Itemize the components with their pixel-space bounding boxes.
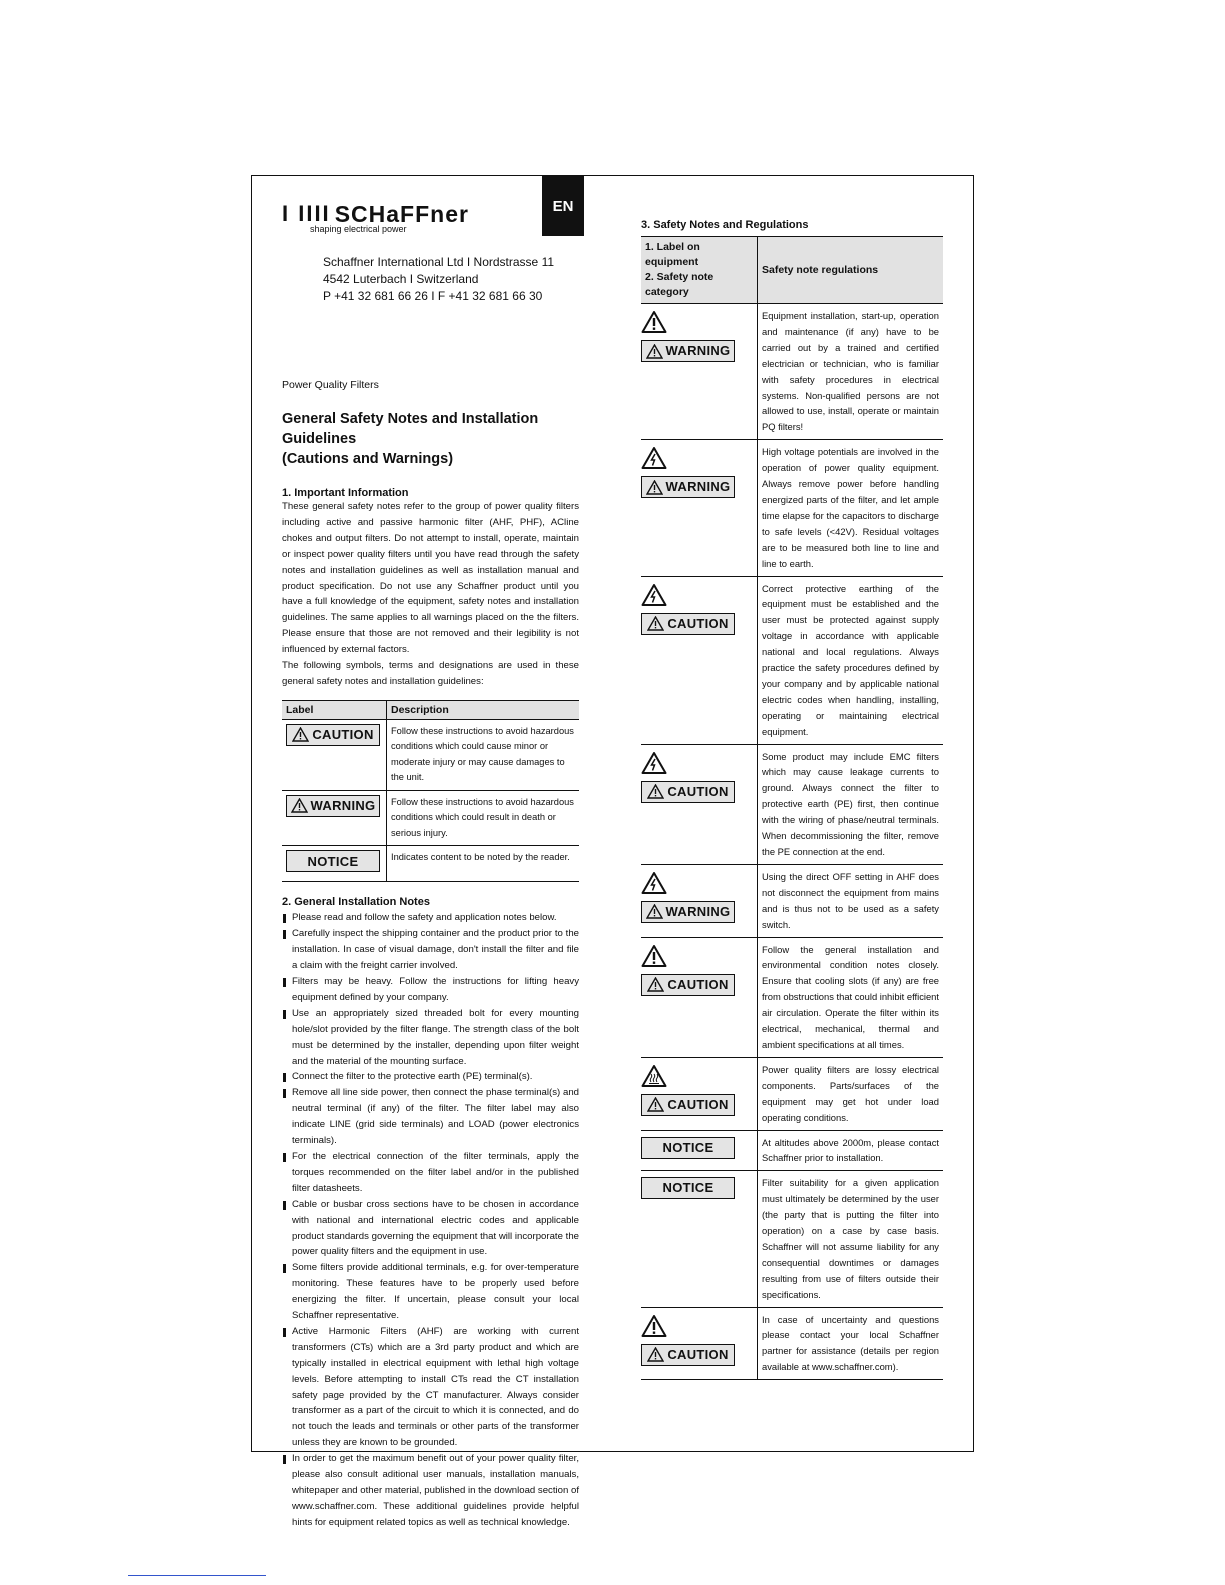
warning-triangle-icon bbox=[646, 480, 663, 495]
table-row bbox=[282, 846, 579, 882]
logo-tagline: shaping electrical power bbox=[310, 224, 407, 234]
notice-label: NOTICE bbox=[641, 1137, 735, 1159]
regulation-text: Some product may include EMC filters which may cause leakage currents to ground. Always connect the filter to protective earth (PE) first, then continue with the wiring of phase/neutral terminals. When decommissioning the filter, remove the PE connection at the end. bbox=[758, 744, 944, 864]
label-cell bbox=[641, 304, 758, 440]
logo-wordmark: SCHaFFner bbox=[334, 201, 469, 227]
general-warning-icon bbox=[641, 310, 667, 334]
list-item: For the electrical connection of the filter terminals, apply the torques recommended on the filter label and/or in the published filter datasheets. bbox=[282, 1149, 579, 1197]
section2-heading: 2. General Installation Notes bbox=[282, 896, 430, 909]
address-line: P +41 32 681 66 26 I F +41 32 681 66 30 bbox=[323, 289, 543, 303]
list-item: Filters may be heavy. Follow the instructions for lifting heavy equipment defined by your company. bbox=[282, 974, 579, 1006]
logo-bars: I IIII bbox=[282, 201, 331, 226]
label-category-header: 1. Label on equipment 2. Safety note category bbox=[641, 237, 758, 304]
warning-triangle-icon bbox=[646, 904, 663, 919]
label-cell bbox=[641, 864, 758, 937]
caution-label: CAUTION bbox=[641, 1344, 735, 1366]
warning-triangle-icon bbox=[647, 1347, 664, 1362]
section1-heading: 1. Important Information bbox=[282, 487, 409, 499]
warning-label: WARNING bbox=[641, 901, 735, 923]
regulation-text: Follow the general installation and environmental condition notes closely. Ensure that cooling slots (if any) are free from obstructions that could inhibit efficient air circulation. Operate the filter within its electrical, mechanical, thermal and ambient specifications at all times. bbox=[758, 937, 944, 1057]
regulation-text: Equipment installation, start-up, operation and maintenance (if any) have to be carried out by a trained and certified electrician or technician, who is familiar with safety procedures in electrical systems. Non-qualified persons are not allowed to use, install, operate or maintain PQ filters! bbox=[758, 304, 944, 440]
table-row bbox=[641, 1130, 943, 1171]
table-row bbox=[282, 790, 579, 846]
table-row bbox=[641, 304, 943, 440]
description-header: Description bbox=[387, 700, 580, 719]
warning-triangle-icon bbox=[647, 616, 664, 631]
section1-paragraph: These general safety notes refer to the group of power quality filters including active and passive harmonic filter (AHF, PHF), ACline chokes and output filters. Do not attempt to install, operate, maintain or inspect power quality filters until you have read through the safety notes and installation guidelines as well as installation manual and product specification. Do not use any Schaffner product until you have a full knowledge of the equipment, safety notes and installation guidelines. The same applies to all warnings placed on the the filters. Please ensure that those are not removed and their legibility is not influenced by external factors. bbox=[282, 501, 579, 656]
footer-link-underline bbox=[128, 1575, 266, 1576]
product-line: Power Quality Filters bbox=[282, 379, 379, 391]
table-row bbox=[641, 937, 943, 1057]
notice-label: NOTICE bbox=[286, 850, 380, 872]
title-line: (Cautions and Warnings) bbox=[282, 451, 454, 467]
list-item: Some filters provide additional terminals, e.g. for over-temperature monitoring. These features have to be properly used before energizing the filter. If uncertain, please consult your local Schaffner representative. bbox=[282, 1260, 579, 1324]
document-title bbox=[282, 409, 579, 469]
address-line: 4542 Luterbach I Switzerland bbox=[323, 272, 479, 286]
table-row bbox=[641, 1307, 943, 1380]
label-description: Follow these instructions to avoid hazardous conditions which could result in death or serious injury. bbox=[387, 790, 580, 846]
regulation-text: At altitudes above 2000m, please contact Schaffner prior to installation. bbox=[758, 1130, 944, 1171]
company-address bbox=[323, 254, 579, 305]
general-warning-icon bbox=[641, 944, 667, 968]
warning-triangle-icon bbox=[647, 1097, 664, 1112]
caution-label: CAUTION bbox=[641, 1094, 735, 1116]
list-item: Carefully inspect the shipping container and the product prior to the installation. In case of visual damage, don't install the filter and file a claim with the freight carrier involved. bbox=[282, 926, 579, 974]
label-cell bbox=[641, 1057, 758, 1130]
safety-regulations-table bbox=[641, 236, 943, 1380]
regulation-text: High voltage potentials are involved in the operation of power quality equipment. Always remove power before handling energized parts of the filter, and let ample time elapse for the capacitors to discharge to safe levels (<42V). Residual voltages are to be measured both line to line and line to earth. bbox=[758, 440, 944, 576]
label-cell bbox=[641, 1171, 758, 1307]
label-cell bbox=[641, 937, 758, 1057]
warning-triangle-icon bbox=[646, 344, 663, 359]
list-item: Active Harmonic Filters (AHF) are working with current transformers (CTs) which are a 3rd party product and which are typically installed in electrical equipment with lethal high voltage levels. Before attempting to install CTs read the CT installation safety page provided by the CT manufacturer. Always consider transformer as a part of the circuit to which it is connected, and do not touch the leads and terminals or other parts of the transformer unless they are known to be grounded. bbox=[282, 1324, 579, 1451]
regulation-text: Correct protective earthing of the equipment must be established and the user must be protected against supply voltage in accordance with applicable national and local regulations. Always practice the safety procedures defined by your company and by applicable national electric codes when handling, installing, operating or maintaining electrical equipment. bbox=[758, 576, 944, 744]
list-item: In order to get the maximum benefit out of your power quality filter, please also consult aditional user manuals, installation manuals, whitepaper and other material, published in the download section of www.schaffner.com. These additional guidelines provide helpful hints for equipment related topics as well as technical knowledge. bbox=[282, 1451, 579, 1531]
installation-notes-list bbox=[282, 910, 579, 1530]
electrical-hazard-icon bbox=[641, 871, 667, 895]
label-cell bbox=[641, 1307, 758, 1380]
electrical-hazard-icon bbox=[641, 751, 667, 775]
table-row bbox=[641, 440, 943, 576]
caution-label: CAUTION bbox=[641, 613, 735, 635]
list-item: Cable or busbar cross sections have to be chosen in accordance with national and international electric codes and applicable product standards governing the equipment that will incorporate the power quality filters and the equipment in use. bbox=[282, 1197, 579, 1261]
label-description: Indicates content to be noted by the reader. bbox=[387, 846, 580, 882]
electrical-hazard-icon bbox=[641, 583, 667, 607]
table-row bbox=[641, 744, 943, 864]
warning-triangle-icon bbox=[647, 784, 664, 799]
notice-label: NOTICE bbox=[641, 1177, 735, 1199]
caution-label: CAUTION bbox=[641, 781, 735, 803]
caution-label: CAUTION bbox=[286, 724, 380, 746]
hot-surface-icon bbox=[641, 1064, 667, 1088]
regulation-text: Power quality filters are lossy electrical components. Parts/surfaces of the equipment may get hot under load operating conditions. bbox=[758, 1057, 944, 1130]
section1-paragraph: The following symbols, terms and designations are used in these general safety notes and installation guidelines: bbox=[282, 660, 579, 687]
table-row bbox=[282, 719, 579, 790]
warning-triangle-icon bbox=[647, 977, 664, 992]
label-cell bbox=[641, 1130, 758, 1171]
table-row bbox=[641, 576, 943, 744]
regulation-text: Using the direct OFF setting in AHF does not disconnect the equipment from mains and is thus not to be used as a safety switch. bbox=[758, 864, 944, 937]
document-page bbox=[251, 175, 974, 1528]
left-column bbox=[282, 201, 579, 1531]
general-warning-icon bbox=[641, 1314, 667, 1338]
table-row bbox=[641, 864, 943, 937]
brand-logo bbox=[282, 201, 579, 234]
list-item: Connect the filter to the protective earth (PE) terminal(s). bbox=[282, 1069, 579, 1085]
regulation-text: In case of uncertainty and questions please contact your local Schaffner partner for assistance (details per region available at www.schaffner.com). bbox=[758, 1307, 944, 1380]
warning-label: WARNING bbox=[641, 340, 735, 362]
table-row bbox=[641, 1057, 943, 1130]
list-item: Remove all line side power, then connect the phase terminal(s) and neutral terminal (if any) of the filter. The filter label may also indicate LINE (grid side terminals) and LOAD (power electronics terminals). bbox=[282, 1085, 579, 1149]
warning-triangle-icon bbox=[292, 727, 309, 742]
label-header: Label bbox=[282, 700, 387, 719]
list-item: Use an appropriately sized threaded bolt for every mounting hole/slot provided by the filter flange. The strength class of the bolt must be determined by the installer, depending upon filter weight and the material of the mounting surface. bbox=[282, 1006, 579, 1070]
label-table bbox=[282, 700, 579, 883]
table-row bbox=[641, 1171, 943, 1307]
warning-label: WARNING bbox=[641, 476, 735, 498]
label-cell bbox=[641, 744, 758, 864]
regulations-header: Safety note regulations bbox=[758, 237, 944, 304]
title-line: General Safety Notes and Installation Guidelines bbox=[282, 411, 539, 447]
section3-heading: 3. Safety Notes and Regulations bbox=[641, 219, 809, 231]
label-cell bbox=[641, 440, 758, 576]
address-line: Schaffner International Ltd I Nordstrasse 11 bbox=[323, 255, 555, 269]
regulation-text: Filter suitability for a given application must ultimately be determined by the user (the party that is putting the filter into operation) on a case by case basis. Schaffner will not assume liability for any consequential downtimes or damages resulting from use of filters outside their specifications. bbox=[758, 1171, 944, 1307]
caution-label: CAUTION bbox=[641, 974, 735, 996]
warning-triangle-icon bbox=[291, 798, 308, 813]
electrical-hazard-icon bbox=[641, 446, 667, 470]
warning-label: WARNING bbox=[286, 795, 380, 817]
right-column bbox=[641, 219, 943, 1380]
list-item: Please read and follow the safety and application notes below. bbox=[282, 910, 579, 926]
label-cell bbox=[641, 576, 758, 744]
label-description: Follow these instructions to avoid hazardous conditions which could cause minor or moderate injury or may cause damages to the unit. bbox=[387, 719, 580, 790]
language-tab: EN bbox=[542, 176, 584, 236]
